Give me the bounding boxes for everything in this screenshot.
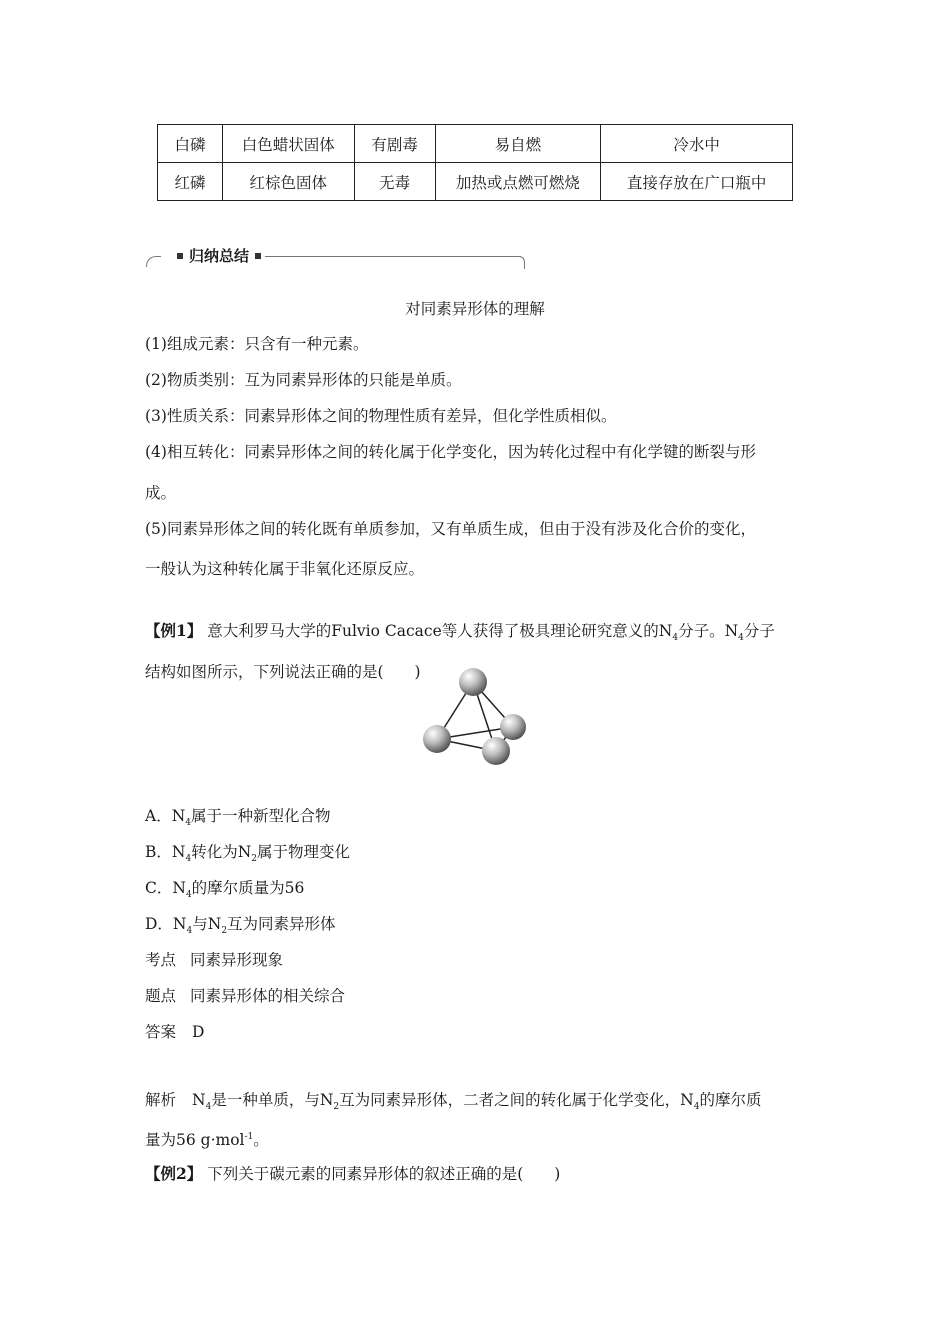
analysis-line1 <box>145 1088 761 1112</box>
atom-sphere <box>500 714 526 740</box>
kaodian-line <box>145 948 283 970</box>
kaodian-label: 考点 <box>145 951 177 969</box>
example1-stem-line2: 结构如图所示，下列说法正确的是( ) <box>145 663 421 681</box>
example1-stem-line1 <box>145 619 775 643</box>
subscript: 4 <box>672 633 679 644</box>
analysis-text: 是一种单质，与N <box>211 1091 334 1109</box>
summary-item-3: (3)性质关系：同素异形体之间的物理性质有差异，但化学性质相似。 <box>145 407 617 425</box>
superscript: -1 <box>244 1131 254 1142</box>
summary-heading-text: 归纳总结 <box>189 247 250 265</box>
n4-molecule-figure <box>415 665 535 769</box>
atom-sphere <box>482 737 510 765</box>
phosphorus-properties-table <box>157 124 793 201</box>
stem-text: 分子 <box>743 622 775 640</box>
analysis-label: 解析 <box>145 1091 177 1109</box>
table-row <box>158 125 793 163</box>
option-b <box>145 840 350 864</box>
option-text: 与N <box>192 915 222 933</box>
table-row <box>158 163 793 201</box>
table-cell: 无毒 <box>354 163 435 201</box>
summary-item-1: (1)组成元素：只含有一种元素。 <box>145 335 369 353</box>
analysis-line2 <box>145 1128 269 1150</box>
subscript: 4 <box>185 854 192 865</box>
kaodian-value: 同素异形现象 <box>190 951 284 969</box>
square-bullet-icon <box>177 253 183 259</box>
analysis-text: 。 <box>253 1131 269 1149</box>
table-cell: 白色蜡状固体 <box>222 125 354 163</box>
frame-corner-left <box>146 256 161 267</box>
frame-corner-right <box>518 256 525 269</box>
answer-line <box>145 1020 204 1042</box>
example2-tag: 【例2】 <box>145 1164 203 1183</box>
option-a <box>145 804 331 828</box>
option-text: 的摩尔质量为56 <box>191 879 305 897</box>
analysis-text: N <box>192 1091 206 1109</box>
table-cell: 易自燃 <box>435 125 601 163</box>
option-d <box>145 912 336 936</box>
subscript: 2 <box>333 1102 340 1113</box>
subscript: 4 <box>738 633 744 644</box>
option-c <box>145 876 304 900</box>
analysis-text: 的摩尔质 <box>699 1091 762 1109</box>
answer-label: 答案 <box>145 1023 177 1041</box>
subscript: 4 <box>186 926 193 937</box>
option-text: C．N <box>145 879 186 897</box>
option-text: D．N <box>145 915 187 933</box>
atom-sphere <box>459 668 487 696</box>
subscript: 4 <box>205 1102 212 1113</box>
option-text: 互为同素异形体 <box>227 915 336 933</box>
table-cell: 有剧毒 <box>354 125 435 163</box>
table-cell: 冷水中 <box>601 125 793 163</box>
tidian-label: 题点 <box>145 987 177 1005</box>
analysis-text: 互为同素异形体，二者之间的转化属于化学变化，N <box>339 1091 694 1109</box>
stem-text: 下列关于碳元素的同素异形体的叙述正确的是( ) <box>207 1165 561 1183</box>
table-cell: 白磷 <box>158 125 223 163</box>
summary-item-4: (4)相互转化：同素异形体之间的转化属于化学变化，因为转化过程中有化学键的断裂与形 <box>145 443 756 461</box>
summary-title: 对同素异形体的理解 <box>405 300 545 318</box>
analysis-text: 量为56 g·mol <box>145 1131 245 1149</box>
summary-heading <box>173 243 265 269</box>
option-text: 转化为N <box>191 843 252 861</box>
subscript: 4 <box>693 1102 700 1113</box>
summary-item-4-cont: 成。 <box>145 484 177 502</box>
table-cell: 加热或点燃可燃烧 <box>435 163 601 201</box>
summary-item-5: (5)同素异形体之间的转化既有单质参加，又有单质生成，但由于没有涉及化合价的变化， <box>145 520 756 538</box>
option-text: A．N <box>145 807 186 825</box>
subscript: 4 <box>185 818 191 829</box>
table-cell: 红磷 <box>158 163 223 201</box>
table-cell: 直接存放在广口瓶中 <box>601 163 793 201</box>
tidian-value: 同素异形体的相关综合 <box>190 987 346 1005</box>
subscript: 2 <box>221 926 228 937</box>
stem-text: 意大利罗马大学的Fulvio Cacace等人获得了极具理论研究意义的N <box>207 622 673 640</box>
summary-item-2: (2)物质类别：互为同素异形体的只能是单质。 <box>145 371 462 389</box>
tidian-line <box>145 984 345 1006</box>
atom-sphere <box>423 725 451 753</box>
subscript: 4 <box>185 890 192 901</box>
example2-stem <box>145 1162 560 1184</box>
example1-tag: 【例1】 <box>145 621 203 640</box>
table-cell: 红棕色固体 <box>222 163 354 201</box>
subscript: 2 <box>251 854 257 865</box>
square-bullet-icon <box>255 253 261 259</box>
stem-text: 分子。N <box>678 622 739 640</box>
summary-heading-frame <box>143 243 525 269</box>
option-text: 属于物理变化 <box>257 843 351 861</box>
option-text: 属于一种新型化合物 <box>191 807 331 825</box>
option-text: B．N <box>145 843 186 861</box>
answer-value: D <box>192 1023 205 1041</box>
summary-item-5-cont: 一般认为这种转化属于非氧化还原反应。 <box>145 560 425 578</box>
